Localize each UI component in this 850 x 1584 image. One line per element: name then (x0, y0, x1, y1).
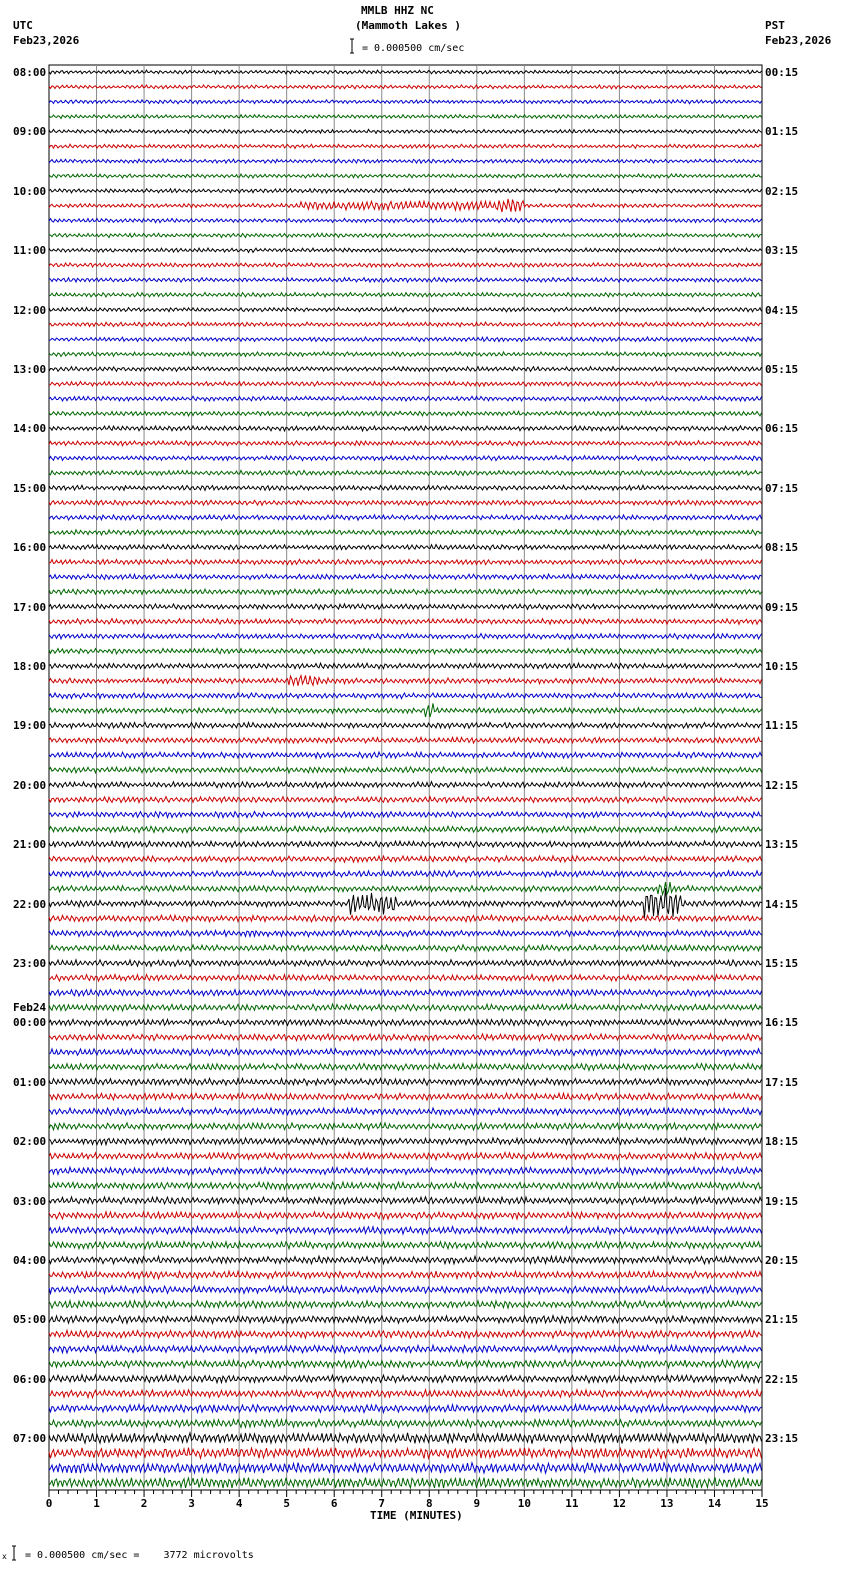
seismic-trace (49, 1405, 762, 1413)
seismic-trace (49, 589, 762, 595)
seismic-trace (49, 456, 762, 461)
seismic-trace (49, 352, 762, 357)
seismic-trace (49, 1286, 762, 1294)
x-tick-label: 1 (93, 1497, 100, 1510)
seismic-trace (49, 1345, 762, 1353)
location-subtitle: (Mammoth Lakes ) (355, 19, 461, 32)
seismic-trace (49, 663, 762, 669)
utc-hour-label: 08:00 (13, 66, 47, 79)
seismic-trace (49, 1108, 762, 1115)
seismic-trace (49, 1152, 762, 1159)
seismic-trace (49, 1419, 762, 1427)
seismic-trace (49, 263, 762, 268)
seismic-trace (49, 1433, 762, 1444)
seismic-trace (49, 530, 762, 535)
seismic-trace (49, 1167, 762, 1174)
right-timezone: PST (765, 19, 785, 32)
seismic-trace (49, 441, 762, 446)
seismic-trace (49, 797, 762, 803)
utc-hour-label: 20:00 (13, 778, 47, 792)
seismic-trace (49, 1004, 762, 1011)
pst-hour-label: 02:15 (765, 184, 799, 198)
seismic-trace (49, 675, 762, 685)
seismic-trace (49, 70, 762, 74)
utc-hour-label: 22:00 (13, 897, 47, 911)
utc-hour-label: 15:00 (13, 481, 47, 495)
pst-hour-label: 05:15 (765, 363, 799, 376)
seismic-trace (49, 1360, 762, 1368)
seismic-trace (49, 1375, 762, 1383)
seismic-trace (49, 115, 762, 119)
utc-hour-label: 06:00 (13, 1372, 47, 1386)
seismic-trace (49, 1477, 762, 1488)
utc-hour-label: 00:00 (13, 1016, 47, 1030)
seismic-trace (49, 856, 762, 862)
seismic-trace (49, 500, 762, 505)
seismic-trace (49, 723, 762, 729)
seismic-trace (49, 485, 762, 490)
pst-hour-label: 18:15 (765, 1135, 799, 1149)
x-tick-label: 10 (517, 1497, 531, 1510)
utc-hour-label: 18:00 (13, 660, 47, 673)
seismic-trace (49, 248, 762, 252)
utc-date-label: Feb24 (13, 1001, 47, 1015)
x-tick-label: 2 (140, 1497, 148, 1510)
seismic-trace (49, 1463, 762, 1474)
seismic-trace (49, 199, 762, 212)
pst-hour-label: 03:15 (765, 244, 799, 258)
seismic-trace (49, 174, 762, 178)
pst-hour-label: 06:15 (765, 422, 799, 436)
seismic-trace (49, 871, 762, 877)
seismic-trace (49, 1330, 762, 1338)
seismic-trace (49, 337, 762, 342)
seismic-trace (49, 703, 762, 717)
utc-hour-label: 10:00 (13, 184, 47, 198)
utc-hour-label: 04:00 (13, 1254, 47, 1267)
seismic-trace (49, 100, 762, 104)
seismic-trace (49, 649, 762, 654)
seismic-trace (49, 1078, 762, 1085)
pst-hour-label: 22:15 (765, 1372, 799, 1386)
utc-hour-label: 16:00 (13, 541, 47, 555)
pst-hour-label: 11:15 (765, 719, 799, 733)
seismic-trace (49, 307, 762, 312)
pst-hour-label: 13:15 (765, 838, 799, 852)
x-tick-label: 8 (425, 1497, 433, 1510)
seismic-trace (49, 559, 762, 564)
utc-hour-label: 07:00 (13, 1432, 47, 1446)
x-tick-label: 3 (188, 1497, 195, 1510)
utc-hour-label: 09:00 (13, 125, 47, 139)
seismic-trace (49, 1138, 762, 1145)
seismic-trace (49, 1448, 762, 1459)
utc-hour-label: 17:00 (13, 600, 47, 614)
pst-hour-label: 09:15 (765, 600, 799, 614)
seismic-trace (49, 989, 762, 996)
x-tick-label: 9 (473, 1497, 481, 1510)
seismic-trace (49, 1093, 762, 1100)
x-tick-label: 14 (707, 1497, 722, 1510)
utc-hour-label: 21:00 (13, 838, 47, 852)
pst-hour-label: 12:15 (765, 778, 799, 792)
pst-hour-label: 04:15 (765, 303, 799, 317)
x-axis-title: TIME (MINUTES) (370, 1509, 463, 1522)
seismic-trace (49, 1256, 762, 1264)
seismic-trace (49, 1271, 762, 1279)
x-tick-label: 15 (755, 1497, 769, 1510)
seismic-trace (49, 1019, 762, 1026)
pst-hour-label: 23:15 (765, 1432, 799, 1446)
seismic-trace (49, 782, 762, 788)
seismic-trace (49, 218, 762, 222)
seismic-trace (49, 1316, 762, 1324)
footer-scale-text: = 0.000500 cm/sec = 3772 microvolts (25, 1550, 254, 1561)
seismic-trace (49, 381, 762, 386)
seismic-trace (49, 1212, 762, 1219)
seismic-trace (49, 752, 762, 758)
x-tick-label: 12 (612, 1497, 627, 1510)
seismic-trace (49, 826, 762, 832)
utc-hour-label: 01:00 (13, 1075, 47, 1089)
utc-hour-label: 12:00 (13, 303, 47, 317)
seismic-trace (49, 1241, 762, 1248)
utc-hour-label: 19:00 (13, 719, 47, 733)
pst-hour-label: 21:15 (765, 1313, 799, 1327)
seismic-trace (49, 367, 762, 372)
left-date: Feb23,2026 (13, 34, 80, 47)
x-tick-label: 4 (235, 1497, 243, 1510)
seismic-trace (49, 1034, 762, 1041)
utc-hour-label: 14:00 (13, 422, 47, 436)
seismic-trace (49, 189, 762, 193)
pst-hour-label: 15:15 (765, 957, 799, 970)
seismic-trace (49, 882, 762, 895)
seismic-trace (49, 574, 762, 579)
seismic-trace (49, 634, 762, 640)
seismic-trace (49, 515, 762, 520)
pst-hour-label: 17:15 (765, 1075, 799, 1089)
seismic-trace (49, 960, 762, 967)
seismic-trace (49, 1227, 762, 1234)
seismic-trace (49, 426, 762, 431)
pst-hour-label: 01:15 (765, 125, 799, 139)
seismic-trace (49, 915, 762, 922)
footer-scale-mark: x (2, 1552, 7, 1561)
seismic-trace (49, 930, 762, 936)
pst-hour-label: 16:15 (765, 1016, 799, 1030)
seismic-trace (49, 85, 762, 89)
seismic-trace (49, 1301, 762, 1309)
seismic-trace (49, 278, 762, 283)
utc-hour-label: 02:00 (13, 1135, 47, 1149)
seismic-trace (49, 945, 762, 952)
pst-hour-label: 10:15 (765, 660, 799, 673)
pst-hour-label: 07:15 (765, 481, 799, 495)
seismic-trace (49, 470, 762, 475)
seismic-trace (49, 293, 762, 298)
utc-hour-label: 03:00 (13, 1194, 47, 1208)
seismic-trace (49, 619, 762, 625)
pst-hour-label: 14:15 (765, 897, 799, 911)
utc-hour-label: 23:00 (13, 957, 47, 970)
utc-hour-label: 11:00 (13, 244, 47, 258)
seismic-trace (49, 1197, 762, 1204)
seismic-trace (49, 975, 762, 982)
seismic-trace (49, 1390, 762, 1398)
utc-hour-label: 05:00 (13, 1313, 47, 1327)
seismic-trace (49, 1182, 762, 1189)
seismic-trace (49, 737, 762, 743)
x-tick-label: 13 (660, 1497, 674, 1510)
seismic-trace (49, 233, 762, 237)
seismic-trace (49, 1064, 762, 1071)
x-tick-label: 7 (378, 1497, 386, 1510)
seismic-trace (49, 767, 762, 773)
seismic-trace (49, 812, 762, 818)
seismic-trace (49, 1049, 762, 1056)
seismic-trace (49, 411, 762, 416)
seismic-trace (49, 144, 762, 148)
seismic-trace (49, 396, 762, 401)
seismic-trace (49, 1123, 762, 1130)
header-scale-text: = 0.000500 cm/sec (362, 43, 465, 54)
utc-hour-label: 13:00 (13, 363, 47, 376)
x-tick-label: 0 (45, 1497, 53, 1510)
seismic-trace (49, 545, 762, 550)
right-date: Feb23,2026 (765, 34, 832, 47)
station-title: MMLB HHZ NC (361, 4, 434, 17)
seismic-trace (49, 888, 762, 918)
pst-hour-label: 19:15 (765, 1194, 799, 1208)
pst-hour-label: 08:15 (765, 541, 799, 555)
seismic-trace (49, 159, 762, 163)
seismic-trace (49, 693, 762, 699)
seismic-trace (49, 322, 762, 327)
seismic-trace (49, 604, 762, 610)
seismic-trace (49, 841, 762, 847)
pst-hour-label: 00:15 (765, 66, 799, 79)
x-tick-label: 5 (283, 1497, 290, 1510)
left-timezone: UTC (13, 19, 33, 32)
pst-hour-label: 20:15 (765, 1254, 799, 1267)
x-tick-label: 6 (330, 1497, 338, 1510)
x-tick-label: 11 (565, 1497, 579, 1510)
seismic-trace (49, 129, 762, 133)
